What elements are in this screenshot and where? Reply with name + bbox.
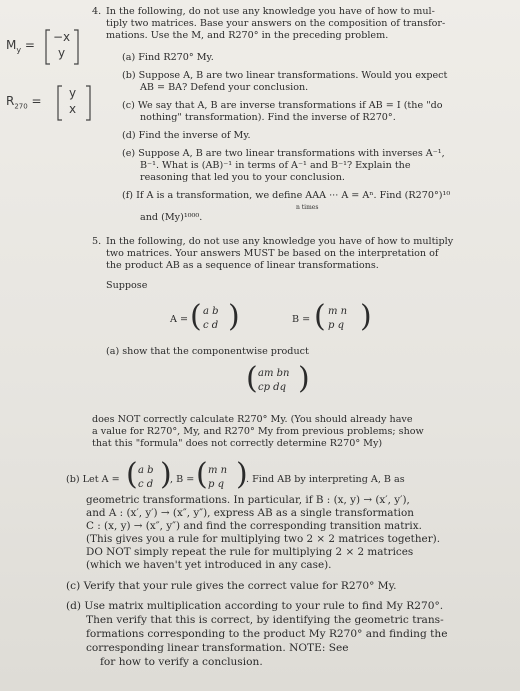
hw-my-top: −x <box>53 30 71 44</box>
p5-part-d-line5: for how to verify a conclusion. <box>100 656 263 668</box>
p4-part-f-line1: (f) If A is a transformation, we define AAA ··· A = Aⁿ. Find (R270°)¹⁰ <box>122 190 451 201</box>
paren-right-icon: ) <box>298 361 310 396</box>
paren-left-icon: ( <box>314 299 326 334</box>
p4-part-b-line2: AB = BA? Defend your conclusion. <box>140 82 309 93</box>
p5-b-line7: (which we haven't yet introduced in any case). <box>86 559 332 571</box>
p5-part-a: (a) show that the componentwise product <box>106 346 309 357</box>
p5-b-tail: . Find AB by interpreting A, B as <box>246 474 405 485</box>
p4-part-c-line2: nothing" transformation). Find the inverse of R270°. <box>140 112 396 123</box>
p4-intro-line3: mations. Use the M, and R270° in the preceding problem. <box>106 30 389 41</box>
p4-f-underbrace-label: n times <box>296 204 319 211</box>
matrix-b-row1: m n <box>328 306 348 317</box>
hw-my-eq: = <box>24 38 35 52</box>
p4-part-d: (d) Find the inverse of My. <box>122 130 251 141</box>
paren-left-icon: ( <box>190 299 202 334</box>
hw-r-eq: = <box>31 94 42 108</box>
p4-part-f-line2: and (My)¹⁰⁰⁰. <box>140 212 203 223</box>
handwritten-r270 <box>6 94 42 110</box>
p4-number: 4. <box>92 6 102 17</box>
handwritten-r270-vector <box>56 84 92 120</box>
handwritten-my <box>6 38 35 54</box>
p5-intro-line2: two matrices. Your answers MUST be based on the interpretation of <box>106 248 439 259</box>
p5-suppose: Suppose <box>106 280 148 291</box>
p4-part-b-line1: (b) Suppose A, B are two linear transformations. Would you expect <box>122 70 448 81</box>
paren-right-icon: ) <box>236 457 248 492</box>
p5-b-matrix-a-row1: a b <box>138 465 154 476</box>
p5-b-line3: and A : (x′, y′) → (x″, y″), express AB as a single transformation <box>86 507 414 519</box>
p4-part-a: (a) Find R270° My. <box>122 52 214 63</box>
paren-right-icon: ) <box>228 299 240 334</box>
p5-a-cont-line1: does NOT correctly calculate R270° My. (You should already have <box>92 414 413 425</box>
p5-b-lead: (b) Let A = <box>66 474 120 485</box>
hw-my-sub: y <box>16 45 22 55</box>
p5-a-cont-line2: a value for R270°, My, and R270° My from previous problems; show <box>92 426 424 437</box>
p5-b-line6: DO NOT simply repeat the rule for multiplying 2 × 2 matrices <box>86 546 414 558</box>
matrix-b-row2: p q <box>328 320 344 331</box>
matrix-a-row1: a b <box>203 306 219 317</box>
matrix-a-row2: c d <box>203 320 219 331</box>
paren-right-icon: ) <box>360 299 372 334</box>
paren-left-icon: ( <box>126 457 138 492</box>
matrix-b-label: B = <box>292 314 311 325</box>
p5-b-matrix-a-row2: c d <box>138 479 154 490</box>
prod-row1: am bn <box>258 368 290 379</box>
handwritten-my-vector <box>44 28 80 64</box>
p5-b-matrix-b-row1: m n <box>208 465 228 476</box>
hw-my-bot: y <box>58 46 66 60</box>
p4-intro-line2: tiply two matrices. Base your answers on the composition of transfor- <box>106 18 446 29</box>
p5-intro-line3: the product AB as a sequence of linear transformations. <box>106 260 379 271</box>
p5-b-mid: , B = <box>170 474 195 485</box>
p5-part-d-line4: corresponding linear transformation. NOTE: See <box>86 642 349 654</box>
p5-part-d-line2: Then verify that this is correct, by identifying the geometric trans- <box>86 614 444 626</box>
prod-row2: cp dq <box>258 382 286 393</box>
p4-intro-line1: In the following, do not use any knowledge you have of how to mul- <box>106 6 435 17</box>
p5-number: 5. <box>92 236 102 247</box>
p4-part-e-line2: B⁻¹. What is (AB)⁻¹ in terms of A⁻¹ and B⁻¹? Explain the <box>140 160 411 171</box>
p5-b-line2: geometric transformations. In particular, if B : (x, y) → (x′, y′), <box>86 494 410 506</box>
hw-r-bot: x <box>69 102 77 116</box>
p4-part-c-line1: (c) We say that A, B are inverse transformations if AB = I (the "do <box>122 100 443 111</box>
p5-b-line4: C : (x, y) → (x″, y″) and find the corresponding transition matrix. <box>86 520 422 532</box>
paren-left-icon: ( <box>196 457 208 492</box>
p5-part-c: (c) Verify that your rule gives the correct value for R270° My. <box>66 580 397 592</box>
p4-part-e-line3: reasoning that led you to your conclusion. <box>140 172 345 183</box>
hw-r-top: y <box>69 86 77 100</box>
hw-r-letter: R <box>6 94 15 108</box>
p4-part-e-line1: (e) Suppose A, B are two linear transformations with inverses A⁻¹, <box>122 148 445 159</box>
matrix-a-label: A = <box>170 314 189 325</box>
hw-my-letter: M <box>6 38 17 52</box>
hw-r-sub: 270 <box>14 102 28 111</box>
paren-right-icon: ) <box>160 457 172 492</box>
p5-b-line5: (This gives you a rule for multiplying two 2 × 2 matrices together). <box>86 533 441 545</box>
paren-left-icon: ( <box>246 361 258 396</box>
p5-intro-line1: In the following, do not use any knowledge you have of how to multiply <box>106 236 454 247</box>
p5-part-d-line1: (d) Use matrix multiplication according to your rule to find My R270°. <box>66 600 444 612</box>
p5-b-matrix-b-row2: p q <box>208 479 224 490</box>
p5-part-d-line3: formations corresponding to the product My R270° and finding the <box>86 628 448 640</box>
p5-a-cont-line3: that this "formula" does not correctly determine R270° My) <box>92 438 383 449</box>
